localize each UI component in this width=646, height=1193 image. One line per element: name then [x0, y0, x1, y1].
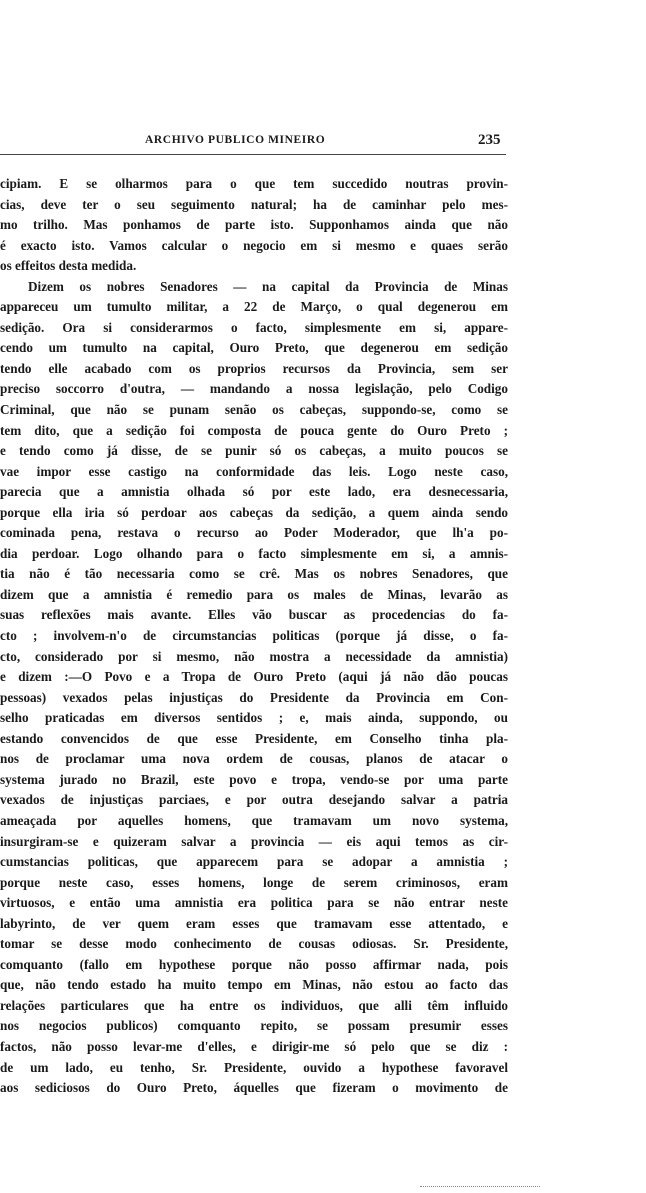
- text-line: estando convencidos de que esse Presidente, em Conselho tinha pla-: [0, 730, 508, 746]
- text-line: cto, considerado por si mesmo, não mostra a necessidade da amnistia): [0, 648, 508, 664]
- text-line: comquanto (fallo em hypothese porque não posso affirmar nada, pois: [0, 956, 508, 972]
- text-line: ameaçada por aquelles homens, que tramavam um novo systema,: [0, 812, 508, 828]
- text-line: tia não é tão necessaria como se crê. Mas os nobres Senadores, que: [0, 566, 508, 582]
- text-line: os effeitos desta medida.: [0, 258, 137, 274]
- text-line: mo trilho. Mas ponhamos de parte isto. Supponhamos ainda que não: [0, 217, 508, 233]
- text-line: virtuosos, e então uma amnistia era politica para se não entrar neste: [0, 895, 508, 911]
- text-line: parecia que a amnistia olhada só por este lado, era desnecessaria,: [0, 484, 508, 500]
- text-line: suas reflexões mais avante. Elles vão buscar as procedencias do fa-: [0, 607, 508, 623]
- text-line: Dizem os nobres Senadores — na capital da Provincia de Minas: [28, 278, 508, 294]
- text-line: e dizem :—O Povo e a Tropa de Ouro Preto (aqui já não dão poucas: [0, 669, 508, 685]
- text-line: cipiam. E se olharmos para o que tem succedido noutras provin-: [0, 176, 508, 191]
- text-line: cumstancias politicas, que apparecem para se adopar a amnistia ;: [0, 854, 508, 870]
- text-line: dia perdoar. Logo olhando para o facto simplesmente em si, a amnis-: [0, 545, 508, 561]
- text-line: sedição. Ora si considerarmos o facto, simplesmente em si, appare-: [0, 319, 508, 335]
- page-number: 235: [478, 132, 501, 148]
- text-line: factos, não posso levar-me d'elles, e dirigir-me só pelo que se diz :: [0, 1038, 508, 1054]
- text-line: cias, deve ter o seu seguimento natural; ha de caminhar pelo mes-: [0, 196, 508, 212]
- text-line: vexados de injustiças parciaes, e por outra desejando salvar a patria: [0, 792, 508, 808]
- text-line: de um lado, eu tenho, Sr. Presidente, ouvido a hypothese favoravel: [0, 1059, 508, 1075]
- text-line: cto ; involvem-n'o de circumstancias politicas (porque já disse, o fa-: [0, 628, 508, 644]
- running-head: [0, 132, 520, 152]
- text-line: pessoas) vexados pelas injustiças do Presidente da Provincia em Con-: [0, 689, 508, 705]
- text-line: labyrinto, de ver quem eram esses que tramavam esse attentado, e: [0, 915, 508, 931]
- text-line: appareceu um tumulto militar, a 22 de Março, o qual degenerou em: [0, 299, 508, 315]
- text-line: e tendo como já disse, de se punir só os cabeças, a muito poucos se: [0, 443, 508, 459]
- text-line: que, não tendo estado ha muito tempo em Minas, não estou ao facto das: [0, 977, 508, 993]
- text-line: preciso soccorro d'outra, — mandando a nossa legislação, pelo Codigo: [0, 381, 508, 397]
- text-line: relações particulares que ha entre os individuos, que alli têm influido: [0, 997, 508, 1013]
- text-line: Criminal, que não se punam senão os cabeças, suppondo-se, como se: [0, 402, 508, 418]
- text-line: é exacto isto. Vamos calcular o negocio em si mesmo e quaes serão: [0, 237, 508, 253]
- header-rule: [0, 154, 506, 155]
- text-line: systema jurado no Brazil, este povo e tropa, vendo-se por uma parte: [0, 771, 508, 787]
- text-line: nos de proclamar uma nova ordem de cousas, planos de atacar o: [0, 751, 508, 767]
- text-line: nos negocios publicos) comquanto repito, se possam presumir esses: [0, 1018, 508, 1034]
- text-line: tem dito, que a sedição foi composta de pouca gente do Ouro Preto ;: [0, 422, 508, 438]
- text-line: porque ella iria só perdoar aos cabeças da sedição, a quem ainda sendo: [0, 504, 508, 520]
- running-head-title: ARCHIVO PUBLICO MINEIRO: [145, 134, 326, 146]
- text-line: insurgiram-se e quizeram salvar a provincia — eis aqui temos as cir-: [0, 833, 508, 849]
- text-line: cendo um tumulto na capital, Ouro Preto, que degenerou em sedição: [0, 340, 508, 356]
- text-line: dizem que a amnistia é remedio para os males de Minas, levarão as: [0, 586, 508, 602]
- text-line: tomar se desse modo conhecimento de cousas odiosas. Sr. Presidente,: [0, 936, 508, 952]
- text-line: selho praticadas em diversos sentidos ; e, mais ainda, suppondo, ou: [0, 710, 508, 726]
- text-line: aos sediciosos do Ouro Preto, áquelles que fizeram o movimento de: [0, 1080, 508, 1096]
- text-line: tendo elle acabado com os proprios recursos da Provincia, sem ser: [0, 360, 508, 376]
- footer-rule: [420, 1186, 540, 1187]
- text-line: porque neste caso, esses homens, longe de serem criminosos, eram: [0, 874, 508, 890]
- text-line: vae impor esse castigo na conformidade das leis. Logo neste caso,: [0, 463, 508, 479]
- body-text: [0, 174, 508, 1099]
- text-line: cominada pena, restava o recurso ao Poder Moderador, que lh'a po-: [0, 525, 508, 541]
